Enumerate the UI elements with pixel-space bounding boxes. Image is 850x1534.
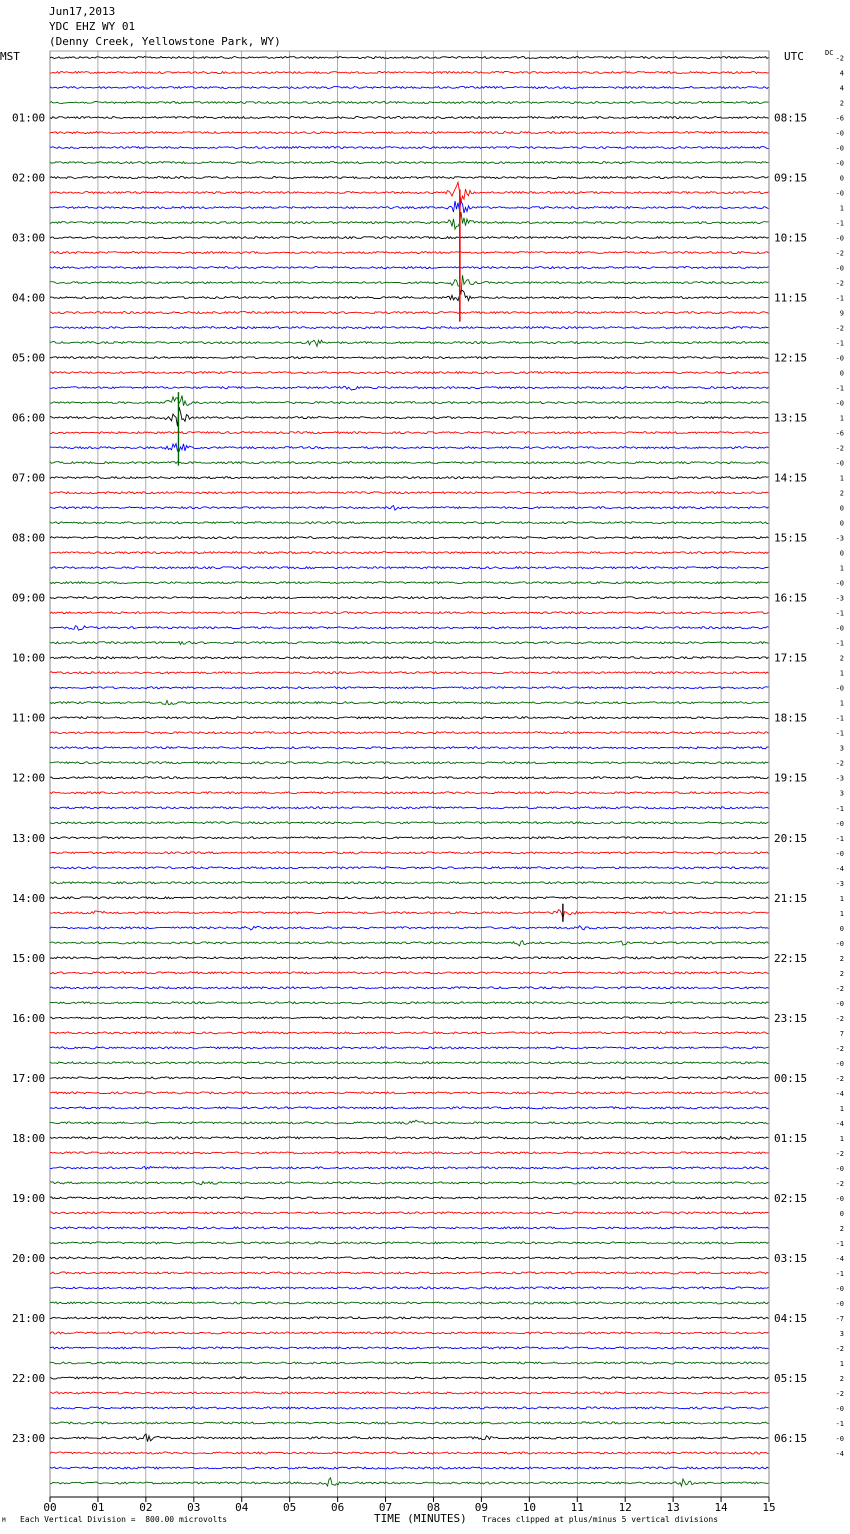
- seismic-trace-row: [50, 1407, 769, 1409]
- dc-offset-label: 1: [839, 204, 844, 213]
- seismic-trace-row: [50, 396, 769, 406]
- seismic-trace-row: [50, 1452, 769, 1454]
- mst-hour-label: 19:00: [12, 1191, 46, 1205]
- dc-offset-label: 1: [839, 894, 844, 903]
- x-tick-label: 15: [762, 1501, 776, 1514]
- dc-offset-label: -0: [835, 624, 844, 633]
- seismic-trace-row: [50, 910, 769, 919]
- utc-hour-label: 03:15: [774, 1251, 808, 1265]
- mst-hour-label: 21:00: [12, 1311, 46, 1325]
- dc-offset-label: -0: [835, 264, 844, 273]
- dc-offset-label: -0: [835, 399, 844, 408]
- dc-offset-label: 2: [839, 969, 844, 978]
- utc-hour-label: 16:15: [774, 591, 808, 605]
- utc-hour-label: 06:15: [774, 1431, 808, 1445]
- mst-hour-label: 04:00: [12, 291, 46, 305]
- seismic-trace-row: [50, 1257, 769, 1259]
- dc-offset-label: -7: [835, 1314, 844, 1323]
- seismic-trace-row: [50, 926, 769, 930]
- seismic-trace-row: [50, 822, 769, 824]
- dc-offset-label: 1: [839, 1134, 844, 1143]
- time-gridlines: [50, 51, 769, 1502]
- dc-offset-label: -2: [835, 1179, 844, 1188]
- seismic-trace-row: [50, 597, 769, 599]
- seismic-trace-row: [50, 777, 769, 779]
- seismic-trace-row: [50, 1047, 769, 1049]
- seismic-trace-row: [50, 57, 769, 59]
- dc-offset-label: -4: [835, 1449, 844, 1458]
- dc-offset-label: -1: [835, 729, 844, 738]
- x-axis-title: TIME (MINUTES): [374, 1512, 467, 1525]
- dc-offset-label: -2: [835, 1344, 844, 1353]
- dc-offset-label: -1: [835, 219, 844, 228]
- seismic-trace-row: [50, 792, 769, 794]
- dc-offset-label: -0: [835, 129, 844, 138]
- x-tick-label: 03: [187, 1501, 201, 1514]
- seismic-trace-row: [50, 477, 769, 479]
- seismic-trace-row: [50, 747, 769, 749]
- seismic-trace-row: [50, 432, 769, 434]
- utc-hour-label: 13:15: [774, 411, 808, 425]
- seismic-trace-row: [50, 807, 769, 809]
- x-tick-label: 13: [666, 1501, 680, 1514]
- mst-hour-label: 18:00: [12, 1131, 46, 1145]
- mst-hour-label: 06:00: [12, 411, 46, 425]
- dc-offset-label: -0: [835, 1059, 844, 1068]
- utc-hour-label: 15:15: [774, 531, 808, 545]
- dc-offset-label: -0: [835, 1194, 844, 1203]
- seismic-trace-row: [50, 582, 769, 584]
- seismic-trace-row: [50, 1032, 769, 1034]
- seismic-trace-row: [50, 1347, 769, 1349]
- dc-offset-label: -1: [835, 609, 844, 618]
- x-tick-label: 04: [235, 1501, 249, 1514]
- mst-label: MST: [0, 50, 20, 63]
- mst-hour-label: 01:00: [12, 111, 46, 125]
- seismic-trace-row: [50, 132, 769, 134]
- x-tick-label: 08: [426, 1501, 441, 1514]
- seismic-trace-row: [50, 1002, 769, 1004]
- axis-labels: [12, 55, 844, 1515]
- utc-hour-label: 00:15: [774, 1071, 808, 1085]
- seismic-trace-row: [50, 372, 769, 374]
- seismic-trace-row: [50, 492, 769, 494]
- seismic-trace-row: [50, 1422, 769, 1424]
- dc-offset-label: 0: [839, 924, 844, 933]
- seismic-trace-row: [50, 1434, 769, 1442]
- utc-hour-label: 08:15: [774, 111, 808, 125]
- dc-offset-label: 0: [839, 504, 844, 513]
- dc-offset-label: -0: [835, 1299, 844, 1308]
- dc-offset-label: 1: [839, 1104, 844, 1113]
- seismic-trace-row: [50, 147, 769, 149]
- seismic-trace-row: [50, 237, 769, 239]
- dc-offset-label: 1: [839, 699, 844, 708]
- dc-offset-label: -6: [835, 429, 844, 438]
- mst-hour-label: 14:00: [12, 891, 46, 905]
- seismic-trace-row: [50, 1197, 769, 1199]
- seismic-trace-row: [50, 1317, 769, 1319]
- mst-hour-label: 10:00: [12, 651, 46, 665]
- seismic-trace-row: [50, 1212, 769, 1214]
- dc-offset-label: 4: [839, 69, 844, 78]
- dc-offset-label: -1: [835, 339, 844, 348]
- seismic-trace-row: [50, 117, 769, 119]
- seismic-trace-row: [50, 537, 769, 539]
- dc-offset-label: 2: [839, 654, 844, 663]
- dc-offset-label: -3: [835, 879, 844, 888]
- dc-offset-label: 2: [839, 1374, 844, 1383]
- dc-offset-label: -2: [835, 1149, 844, 1158]
- dc-offset-label: -2: [835, 1044, 844, 1053]
- scale-note: Each Vertical Division = 800.00 microvolts: [20, 1515, 228, 1524]
- mst-hour-label: 03:00: [12, 231, 46, 245]
- dc-offset-label: -1: [835, 639, 844, 648]
- dc-offset-label: 9: [839, 309, 844, 318]
- mst-hour-label: 23:00: [12, 1431, 46, 1445]
- seismic-trace-row: [50, 275, 769, 295]
- mst-hour-label: 08:00: [12, 531, 46, 545]
- dc-offset-label: -6: [835, 114, 844, 123]
- mst-hour-label: 17:00: [12, 1071, 46, 1085]
- dc-offset-label: -1: [835, 1419, 844, 1428]
- x-tick-label: 02: [139, 1501, 153, 1514]
- seismic-trace-row: [50, 1227, 769, 1229]
- dc-offset-label: -2: [835, 984, 844, 993]
- dc-offset-label: 7: [839, 1029, 844, 1038]
- seismic-trace-row: [50, 444, 769, 452]
- dc-label: DC: [825, 49, 834, 57]
- seismic-trace-row: [50, 290, 769, 300]
- seismic-trace-row: [50, 897, 769, 899]
- dc-offset-label: 2: [839, 99, 844, 108]
- seismic-trace-row: [50, 732, 769, 734]
- dc-offset-label: -2: [835, 324, 844, 333]
- dc-offset-label: 3: [839, 789, 844, 798]
- dc-offset-label: -0: [835, 1164, 844, 1173]
- seismic-trace-row: [50, 1467, 769, 1469]
- dc-offset-label: 3: [839, 1329, 844, 1338]
- seismic-trace-row: [50, 1120, 769, 1124]
- seismic-trace-row: [50, 1302, 769, 1304]
- mst-hour-label: 05:00: [12, 351, 46, 365]
- utc-hour-label: 20:15: [774, 831, 808, 845]
- dc-offset-label: 0: [839, 519, 844, 528]
- x-tick-label: 01: [91, 1501, 105, 1514]
- utc-hour-label: 12:15: [774, 351, 808, 365]
- seismic-trace-row: [50, 1272, 769, 1274]
- dc-offset-label: -0: [835, 849, 844, 858]
- utc-hour-label: 21:15: [774, 891, 808, 905]
- seismic-trace-row: [50, 312, 769, 314]
- seismic-trace-row: [50, 612, 769, 614]
- dc-offset-label: -4: [835, 864, 844, 873]
- mst-hour-label: 11:00: [12, 711, 46, 725]
- dc-offset-label: 2: [839, 489, 844, 498]
- dc-offset-label: -2: [835, 1074, 844, 1083]
- seismic-trace-row: [50, 1092, 769, 1094]
- dc-offset-label: -1: [835, 1239, 844, 1248]
- dc-offset-label: -2: [835, 444, 844, 453]
- dc-offset-label: -3: [835, 534, 844, 543]
- dc-offset-label: -0: [835, 684, 844, 693]
- dc-offset-label: 0: [839, 549, 844, 558]
- dc-offset-label: -2: [835, 279, 844, 288]
- utc-hour-label: 05:15: [774, 1371, 808, 1385]
- seismic-trace-row: [50, 641, 769, 644]
- seismic-trace-row: [50, 102, 769, 104]
- dc-offset-label: 1: [839, 564, 844, 573]
- dc-offset-label: -2: [835, 249, 844, 258]
- dc-offset-label: 3: [839, 744, 844, 753]
- seismic-trace-row: [50, 701, 769, 705]
- seismic-trace-row: [50, 177, 769, 179]
- seismic-trace-row: [50, 1287, 769, 1289]
- dc-offset-label: -4: [835, 1254, 844, 1263]
- corner-mark: M: [2, 1517, 6, 1524]
- seismic-trace-row: [50, 626, 769, 631]
- x-tick-label: 05: [283, 1501, 297, 1514]
- utc-hour-label: 17:15: [774, 651, 808, 665]
- dc-offset-label: -3: [835, 594, 844, 603]
- seismic-trace-row: [50, 327, 769, 329]
- dc-offset-label: 1: [839, 909, 844, 918]
- seismic-trace-row: [50, 1181, 769, 1184]
- dc-offset-label: -0: [835, 459, 844, 468]
- seismic-trace-row: [50, 852, 769, 854]
- dc-offset-label: -4: [835, 1119, 844, 1128]
- dc-offset-label: 0: [839, 369, 844, 378]
- seismic-trace-row: [50, 1077, 769, 1079]
- seismic-trace-row: [50, 1152, 769, 1154]
- seismic-trace-row: [50, 1392, 769, 1394]
- seismic-trace-row: [50, 522, 769, 524]
- seismic-trace-row: [50, 386, 769, 390]
- dc-offset-label: -1: [835, 1269, 844, 1278]
- dc-offset-label: -4: [835, 1089, 844, 1098]
- dc-offset-label: 4: [839, 84, 844, 93]
- utc-hour-label: 11:15: [774, 291, 808, 305]
- dc-offset-label: 0: [839, 1209, 844, 1218]
- x-tick-label: 12: [618, 1501, 632, 1514]
- mst-hour-label: 02:00: [12, 171, 46, 185]
- seismic-trace-row: [50, 182, 769, 202]
- header-date: Jun17,2013: [49, 5, 116, 18]
- seismic-trace-row: [50, 1242, 769, 1244]
- seismic-trace-row: [50, 687, 769, 689]
- dc-offset-label: -0: [835, 1434, 844, 1443]
- dc-offset-label: -1: [835, 714, 844, 723]
- dc-offset-label: -3: [835, 774, 844, 783]
- header-station: YDC EHZ WY 01: [49, 20, 136, 33]
- dc-offset-label: -0: [835, 189, 844, 198]
- seismic-trace-row: [50, 987, 769, 989]
- seismic-trace-row: [50, 1362, 769, 1364]
- dc-offset-label: -1: [835, 804, 844, 813]
- seismic-trace-row: [50, 506, 769, 511]
- dc-offset-label: 1: [839, 474, 844, 483]
- seismic-trace-row: [50, 972, 769, 974]
- x-tick-label: 10: [522, 1501, 536, 1514]
- mst-hour-label: 16:00: [12, 1011, 46, 1025]
- seismic-trace-row: [50, 340, 769, 346]
- dc-offset-label: -2: [835, 1014, 844, 1023]
- utc-hour-label: 14:15: [774, 471, 808, 485]
- seismic-trace-row: [50, 1478, 769, 1486]
- dc-offset-label: -0: [835, 354, 844, 363]
- x-tick-label: 09: [474, 1501, 489, 1514]
- seismic-trace-row: [50, 212, 769, 229]
- dc-offset-label: -0: [835, 1284, 844, 1293]
- dc-offset-label: -2: [835, 759, 844, 768]
- x-tick-label: 06: [330, 1501, 345, 1514]
- dc-offset-label: 1: [839, 414, 844, 423]
- dc-offset-label: -0: [835, 819, 844, 828]
- seismic-trace-row: [50, 462, 769, 464]
- seismic-trace-row: [50, 252, 769, 254]
- seismic-trace-row: [50, 552, 769, 554]
- seismic-trace-row: [50, 267, 769, 269]
- clip-note: Traces clipped at plus/minus 5 vertical divisions: [482, 1515, 719, 1524]
- seismic-trace-row: [50, 72, 769, 74]
- seismic-trace-row: [50, 407, 769, 427]
- dc-offset-label: -0: [835, 999, 844, 1008]
- mst-hour-label: 20:00: [12, 1251, 46, 1265]
- utc-hour-label: 19:15: [774, 771, 808, 785]
- x-tick-label: 00: [43, 1501, 57, 1514]
- dc-offset-label: 2: [839, 954, 844, 963]
- utc-hour-label: 01:15: [774, 1131, 808, 1145]
- seismic-trace-row: [50, 882, 769, 884]
- utc-hour-label: 09:15: [774, 171, 808, 185]
- utc-hour-label: 02:15: [774, 1191, 808, 1205]
- dc-offset-label: -2: [835, 1389, 844, 1398]
- mst-hour-label: 09:00: [12, 591, 46, 605]
- x-tick-label: 07: [378, 1501, 393, 1514]
- seismic-trace-row: [50, 867, 769, 869]
- dc-offset-label: -0: [835, 1404, 844, 1413]
- header-location: (Denny Creek, Yellowstone Park, WY): [49, 35, 281, 48]
- utc-hour-label: 04:15: [774, 1311, 808, 1325]
- dc-offset-label: -1: [835, 384, 844, 393]
- seismic-trace-row: [50, 1332, 769, 1334]
- dc-offset-label: -1: [835, 294, 844, 303]
- seismic-trace-row: [50, 1107, 769, 1109]
- dc-offset-label: -0: [835, 579, 844, 588]
- seismic-trace-row: [50, 941, 769, 946]
- utc-hour-label: 22:15: [774, 951, 808, 965]
- seismic-trace-row: [50, 837, 769, 839]
- dc-offset-label: 1: [839, 669, 844, 678]
- dc-offset-label: 2: [839, 1224, 844, 1233]
- seismic-trace-row: [50, 657, 769, 659]
- seismic-trace-row: [50, 87, 769, 89]
- dc-offset-label: 0: [839, 174, 844, 183]
- dc-offset-label: -0: [835, 144, 844, 153]
- mst-hour-label: 22:00: [12, 1371, 46, 1385]
- mst-hour-label: 13:00: [12, 831, 46, 845]
- seismic-trace-row: [50, 357, 769, 359]
- utc-hour-label: 23:15: [774, 1011, 808, 1025]
- seismic-trace-row: [50, 957, 769, 959]
- utc-label: UTC: [784, 50, 804, 63]
- dc-offset-label: 1: [839, 1359, 844, 1368]
- seismic-trace-row: [50, 201, 769, 213]
- dc-offset-label: -1: [835, 834, 844, 843]
- dc-offset-label: -2: [835, 54, 844, 63]
- seismic-trace-row: [50, 162, 769, 164]
- x-tick-label: 14: [714, 1501, 728, 1514]
- seismic-trace-row: [50, 1377, 769, 1379]
- mst-hour-label: 15:00: [12, 951, 46, 965]
- seismic-trace-row: [50, 567, 769, 569]
- seismic-trace-row: [50, 1136, 769, 1139]
- utc-hour-label: 18:15: [774, 711, 808, 725]
- seismic-traces: [50, 57, 769, 1487]
- seismic-trace-row: [50, 762, 769, 764]
- dc-offset-label: -0: [835, 939, 844, 948]
- seismic-trace-row: [50, 1166, 769, 1169]
- mst-hour-label: 12:00: [12, 771, 46, 785]
- seismic-trace-row: [50, 1017, 769, 1019]
- mst-hour-label: 07:00: [12, 471, 46, 485]
- seismic-trace-row: [50, 717, 769, 719]
- utc-hour-label: 10:15: [774, 231, 808, 245]
- dc-offset-label: -0: [835, 234, 844, 243]
- seismic-trace-row: [50, 1062, 769, 1064]
- seismic-trace-row: [50, 672, 769, 674]
- dc-offset-label: -0: [835, 159, 844, 168]
- x-tick-label: 11: [570, 1501, 584, 1514]
